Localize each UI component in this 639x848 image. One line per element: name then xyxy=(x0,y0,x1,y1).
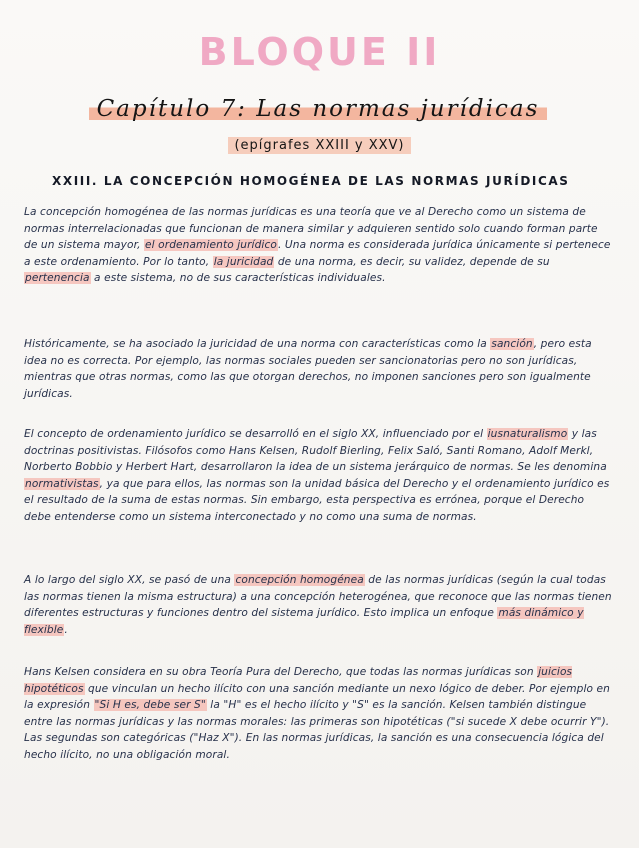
paragraph-text: que vinculan un hecho ilícito con una sanción mediante un nexo lógico de deber. Por ejemplo en la expresión xyxy=(24,682,610,712)
chapter-heading-wrap xyxy=(48,96,588,122)
paragraph-heterogeneous-concept xyxy=(24,572,614,638)
paragraph-text: El concepto de ordenamiento jurídico se desarrolló en el siglo XX, influenciado por el xyxy=(24,428,487,440)
highlight-pertenencia: pertenencia xyxy=(25,272,90,285)
highlight-ordenamiento: el ordenamiento jurídico xyxy=(145,239,277,252)
paragraph-text: Hans Kelsen considera en su obra Teoría Pura del Derecho, que todas las normas jurídicas son xyxy=(24,666,538,678)
highlight-mas-dinamico: más dinámico y flexible xyxy=(24,607,584,636)
paragraph-text: la "H" es el hecho ilícito y "S" es la sanción. Kelsen también distingue entre las normas jurídicas y las normas morales: las primeras son hipotéticas ("si sucede X debe ocurrir Y"). Las segundas son categóricas ("Haz X"). En las normas jurídicas, la sanción es una consecuencia lógica del hecho ilícito, no una obligación moral. xyxy=(24,699,610,761)
paragraph-text: A lo largo del siglo XX, se pasó de una xyxy=(24,574,235,586)
paragraph-text: , ya que para ellos, las normas son la unidad básica del Derecho y el ordenamiento jurídico es el resultado de la suma de estas normas. Sin embargo, esta perspectiva es errónea, porque el Derecho debe entenderse como un sistema interconectado y no como una suma de normas. xyxy=(24,477,610,523)
paragraph-text: de las normas jurídicas (según la cual todas las normas tienen la misma estructura) a una concepción heterogénea, que reconoce que las normas tienen diferentes estructuras y funciones dentro del sistema jurídico. Esto implica un enfoque xyxy=(24,574,612,620)
block-title: BLOQUE II xyxy=(198,30,441,74)
highlight-iusnaturalismo: iusnaturalismo xyxy=(487,428,568,440)
highlight-normativistas: normativistas xyxy=(25,477,99,490)
chapter-subtitle-wrap xyxy=(0,134,639,154)
paragraph-text: , pero esta idea no es correcta. Por ejemplo, las normas sociales pueden ser sancionatorias pero no son jurídicas, mientras que otras normas, como las que otorgan derechos, no imponen sanciones pero son igualmente jurídicas. xyxy=(24,338,592,400)
paragraph-kelsen xyxy=(24,664,614,764)
paragraph-text: y las doctrinas positivistas. Filósofos como Hans Kelsen, Rudolf Bierling, Felix Saló, Santi Romano, Adolf Merkl, Norberto Bobbio y Herbert Hart, desarrollaron la idea de un sistema jerárquico de normas. Se les denomina xyxy=(24,428,607,474)
highlight-concepcion-homogenea: concepción homogénea xyxy=(235,574,364,586)
paragraph-sanction xyxy=(24,336,614,402)
section-heading: XXIII. LA CONCEPCIÓN HOMOGÉNEA DE LAS NORMAS JURÍDICAS xyxy=(52,174,570,188)
paragraph-text: a este sistema, no de sus características individuales. xyxy=(90,272,386,285)
highlight-juicios-hipoteticos: juicios hipotéticos xyxy=(24,666,573,695)
paragraph-text: . Una norma es considerada jurídica únicamente si pertenece a este ordenamiento. Por lo tanto, xyxy=(24,239,611,268)
paragraph-legal-order xyxy=(24,426,614,526)
chapter-heading: Capítulo 7: Las normas jurídicas xyxy=(89,96,548,122)
paragraph-text: . xyxy=(64,623,68,636)
paragraph-homogeneous-concept xyxy=(24,204,614,287)
highlight-sancion: sanción xyxy=(491,338,533,350)
chapter-subtitle: (epígrafes XXIII y XXV) xyxy=(228,137,410,154)
paragraph-text: de una norma, es decir, su validez, depende de su xyxy=(274,255,550,268)
paragraph-text: La concepción homogénea de las normas jurídicas es una teoría que ve al Derecho como un sistema de normas interrelacionadas que funcionan de manera similar y adquieren sentido solo cuando forman parte de un sistema mayor, xyxy=(24,206,598,252)
paragraph-text: Históricamente, se ha asociado la juricidad de una norma con características como la xyxy=(24,338,491,350)
highlight-juricidad: la juricidad xyxy=(213,255,274,268)
highlight-formula: "Si H es, debe ser S" xyxy=(94,699,206,712)
